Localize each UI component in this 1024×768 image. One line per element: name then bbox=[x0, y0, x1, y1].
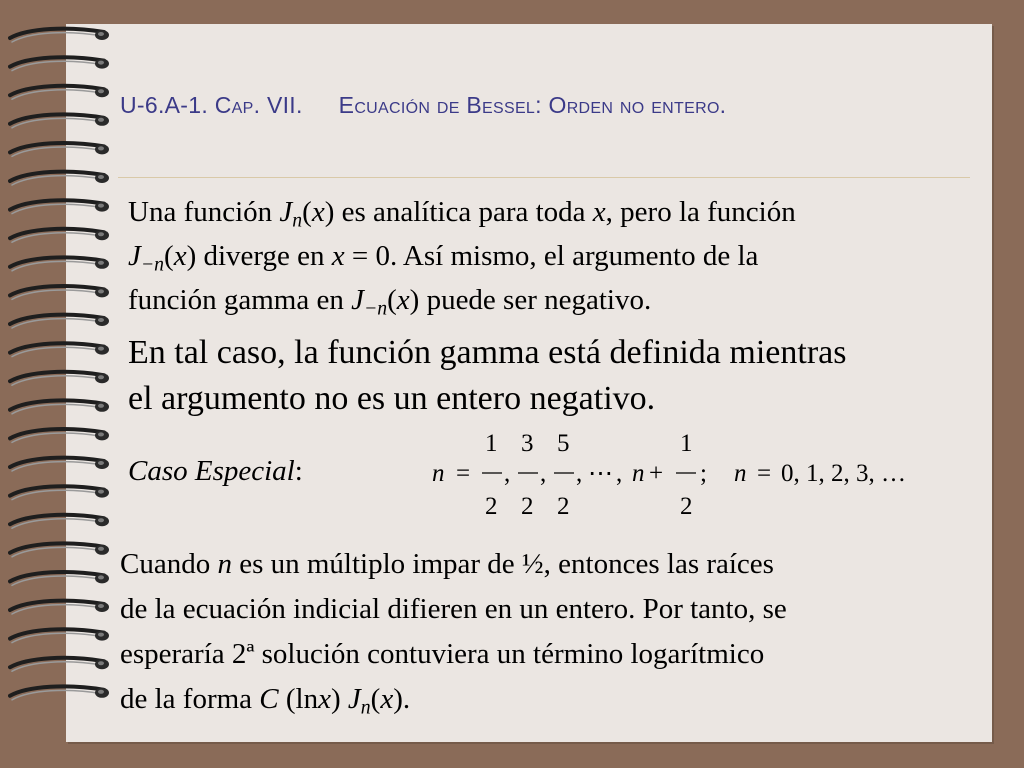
paragraph-3-line-1: Cuando n es un múltiplo impar de ½, entonces las raíces bbox=[120, 548, 774, 580]
spiral-ring bbox=[10, 372, 109, 385]
eq-values: 0, 1, 2, 3, … bbox=[781, 460, 906, 487]
eq-equals-1: = bbox=[456, 460, 471, 487]
eq-num-1: 1 bbox=[485, 430, 498, 457]
eq-comma-4: , bbox=[616, 460, 623, 487]
title-code: U-6.A-1. Cap. VII. bbox=[120, 92, 303, 118]
spiral-ring bbox=[10, 400, 109, 413]
spiral-binding-icon bbox=[8, 26, 116, 746]
spiral-ring bbox=[10, 57, 109, 70]
eq-num-3: 5 bbox=[557, 430, 570, 457]
spiral-ring bbox=[10, 229, 109, 242]
eq-comma-1: , bbox=[504, 460, 511, 487]
eq-semicolon: ; bbox=[700, 460, 707, 487]
spiral-ring bbox=[10, 629, 109, 642]
eq-n-2: n bbox=[632, 460, 645, 487]
eq-n-1: n bbox=[432, 460, 445, 487]
spiral-ring bbox=[10, 601, 109, 614]
spiral-ring bbox=[10, 572, 109, 585]
caso-especial-label: Caso Especial: bbox=[128, 455, 303, 487]
eq-num-4: 1 bbox=[680, 430, 693, 457]
spiral-ring bbox=[10, 429, 109, 442]
spiral-ring bbox=[10, 86, 109, 99]
spiral-ring bbox=[10, 515, 109, 528]
spiral-ring bbox=[10, 29, 109, 42]
spiral-ring bbox=[10, 114, 109, 127]
spiral-ring bbox=[10, 658, 109, 671]
spiral-ring bbox=[10, 172, 109, 185]
paragraph-3-line-2: de la ecuación indicial difieren en un entero. Por tanto, se bbox=[120, 593, 787, 625]
paragraph-2-line-2: el argumento no es un entero negativo. bbox=[128, 380, 656, 417]
eq-comma-3: , bbox=[576, 460, 583, 487]
spiral-ring bbox=[10, 486, 109, 499]
paragraph-1 bbox=[128, 190, 796, 322]
slide-title bbox=[120, 92, 726, 119]
paragraph-2-line-1: En tal caso, la función gamma está definida mientras bbox=[128, 334, 847, 371]
spiral-ring bbox=[10, 143, 109, 156]
paragraph-1-line-1: Una función $J_n(x)$ es analítica para toda x, pero la función bbox=[128, 196, 796, 232]
eq-den-4: 2 bbox=[680, 493, 693, 518]
spiral-ring bbox=[10, 315, 109, 328]
paragraph-1-line-2: $J_{-n}(x)$ diverge en x = 0. Así mismo, el argumento de la bbox=[128, 240, 759, 276]
title-topic: Ecuación de Bessel: Orden no entero. bbox=[338, 92, 727, 118]
eq-den-3: 2 bbox=[557, 493, 570, 518]
paragraph-3-line-4: de la forma C (lnx) $J_n(x)$. bbox=[120, 683, 411, 719]
paragraph-3-line-3: esperaría 2ª solución contuviera un término logarítmico bbox=[120, 638, 765, 670]
eq-dots: ⋯ bbox=[588, 460, 613, 487]
spiral-ring bbox=[10, 200, 109, 213]
spiral-ring bbox=[10, 257, 109, 270]
paragraph-1-line-3: función gamma en $J_{-n}(x)$ puede ser negativo. bbox=[128, 284, 652, 320]
eq-comma-2: , bbox=[540, 460, 547, 487]
spiral-ring bbox=[10, 458, 109, 471]
paragraph-2 bbox=[128, 330, 846, 422]
eq-den-2: 2 bbox=[521, 493, 534, 518]
spiral-ring bbox=[10, 343, 109, 356]
eq-equals-2: = bbox=[757, 460, 772, 487]
title-divider bbox=[118, 177, 970, 178]
eq-num-2: 3 bbox=[521, 430, 534, 457]
paragraph-3 bbox=[120, 542, 787, 722]
spiral-ring bbox=[10, 543, 109, 556]
eq-den-1: 2 bbox=[485, 493, 498, 518]
eq-plus: + bbox=[649, 460, 664, 487]
eq-n-3: n bbox=[734, 460, 747, 487]
spiral-ring bbox=[10, 686, 109, 699]
special-case-equation bbox=[430, 428, 950, 518]
spiral-ring bbox=[10, 286, 109, 299]
